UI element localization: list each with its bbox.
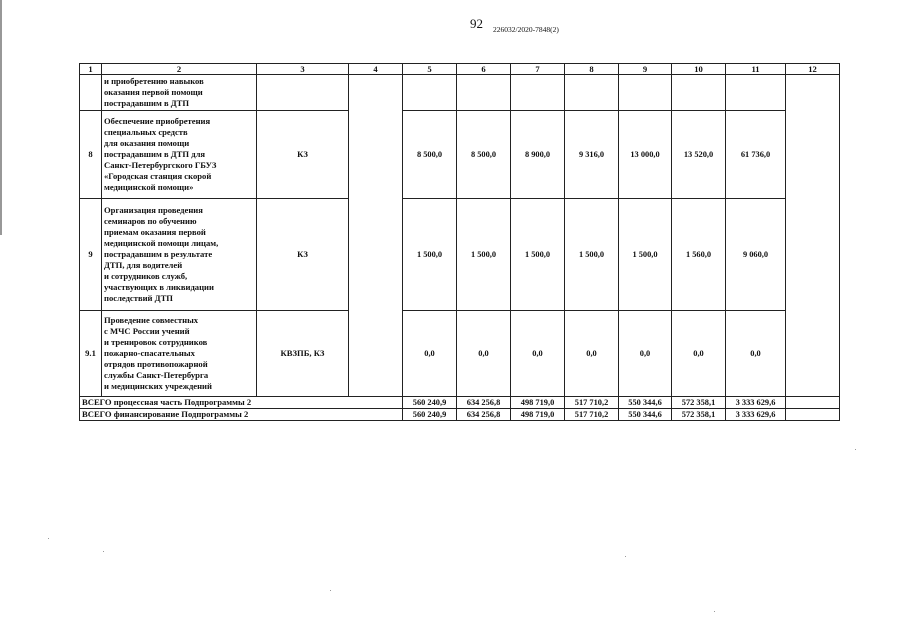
description-line: и медицинских учреждений [104, 381, 212, 391]
value-cell: 1 500,0 [511, 199, 565, 311]
table-row [80, 111, 840, 199]
table-row [80, 199, 840, 311]
activity-description [102, 199, 257, 311]
total-value: 550 344,6 [619, 409, 672, 421]
total-value: 634 256,8 [457, 397, 511, 409]
executor-cell: КВЗПБ, КЗ [257, 311, 349, 397]
value-cell: 8 900,0 [511, 111, 565, 199]
total-value: 560 240,9 [403, 397, 457, 409]
value-cell [726, 75, 786, 111]
description-line: пострадавшим в ДТП для [104, 149, 206, 159]
description-line: Организация проведения [104, 205, 203, 215]
value-cell: 1 500,0 [457, 199, 511, 311]
value-cell [619, 75, 672, 111]
description-line: с МЧС России учений [104, 326, 190, 336]
column-header: 6 [457, 64, 511, 75]
description-line: отрядов противопожарной [104, 359, 208, 369]
total-value: 498 719,0 [511, 397, 565, 409]
total-row-process [80, 397, 840, 409]
value-cell: 1 500,0 [565, 199, 619, 311]
column-header: 1 [80, 64, 102, 75]
row-number: 8 [80, 111, 102, 199]
table-row [80, 311, 840, 397]
column-header: 7 [511, 64, 565, 75]
value-cell [565, 75, 619, 111]
value-cell: 61 736,0 [726, 111, 786, 199]
column-12-cell [786, 409, 840, 421]
column-number-row [80, 64, 840, 75]
description-line: пожарно-спасательных [104, 348, 195, 358]
row-number [80, 75, 102, 111]
column-header: 10 [672, 64, 726, 75]
column-12-cell [786, 75, 840, 397]
description-line: участвующих в ликвидации [104, 282, 214, 292]
scan-speck [625, 556, 626, 557]
description-line: последствий ДТП [104, 293, 173, 303]
column-4-cell [349, 75, 403, 397]
total-value: 3 333 629,6 [726, 397, 786, 409]
value-cell: 9 060,0 [726, 199, 786, 311]
column-header: 4 [349, 64, 403, 75]
value-cell: 8 500,0 [457, 111, 511, 199]
total-value: 634 256,8 [457, 409, 511, 421]
activity-description [102, 75, 257, 111]
value-cell: 1 560,0 [672, 199, 726, 311]
total-row-financing [80, 409, 840, 421]
table-row [80, 75, 840, 111]
description-line: приемам оказания первой [104, 227, 206, 237]
column-header: 11 [726, 64, 786, 75]
description-line: специальных средств [104, 127, 188, 137]
executor-cell [257, 75, 349, 111]
activity-description [102, 311, 257, 397]
total-value: 572 358,1 [672, 409, 726, 421]
executor-cell: КЗ [257, 111, 349, 199]
column-header: 2 [102, 64, 257, 75]
value-cell: 0,0 [672, 311, 726, 397]
total-value: 517 710,2 [565, 397, 619, 409]
scan-edge-mark [0, 0, 2, 235]
activity-description [102, 111, 257, 199]
total-value: 498 719,0 [511, 409, 565, 421]
total-value: 550 344,6 [619, 397, 672, 409]
value-cell: 9 316,0 [565, 111, 619, 199]
total-value: 3 333 629,6 [726, 409, 786, 421]
page-number: 92 [470, 16, 483, 31]
scan-speck [48, 538, 49, 539]
description-line: семинаров по обучению [104, 216, 197, 226]
value-cell: 1 500,0 [403, 199, 457, 311]
executor-cell: КЗ [257, 199, 349, 311]
value-cell: 0,0 [403, 311, 457, 397]
column-header: 8 [565, 64, 619, 75]
description-line: пострадавшим в ДТП [104, 98, 190, 108]
description-line: медицинской помощи» [104, 182, 194, 192]
description-line: и сотрудников служб, [104, 271, 188, 281]
description-line: и тренировок сотрудников [104, 337, 208, 347]
value-cell [403, 75, 457, 111]
row-number: 9 [80, 199, 102, 311]
description-line: Санкт-Петербургского ГБУЗ [104, 160, 217, 170]
total-value: 517 710,2 [565, 409, 619, 421]
value-cell [457, 75, 511, 111]
scan-speck [714, 611, 715, 612]
total-value: 572 358,1 [672, 397, 726, 409]
value-cell: 8 500,0 [403, 111, 457, 199]
value-cell: 0,0 [457, 311, 511, 397]
description-line: службы Санкт-Петербурга [104, 370, 209, 380]
column-12-cell [786, 397, 840, 409]
description-line: и приобретению навыков [104, 76, 204, 86]
column-header: 5 [403, 64, 457, 75]
description-line: ДТП, для водителей [104, 260, 183, 270]
total-label: ВСЕГО финансирование Подпрограммы 2 [80, 409, 403, 421]
column-header: 12 [786, 64, 840, 75]
description-line: оказания первой помощи [104, 87, 203, 97]
value-cell [672, 75, 726, 111]
financing-table [79, 63, 840, 421]
total-label: ВСЕГО процессная часть Подпрограммы 2 [80, 397, 403, 409]
description-line: для оказания помощи [104, 138, 190, 148]
value-cell: 13 000,0 [619, 111, 672, 199]
scan-speck [855, 449, 856, 450]
document-code: 226032/2020-7848(2) [493, 25, 559, 34]
value-cell: 0,0 [619, 311, 672, 397]
description-line: медицинской помощи лицам, [104, 238, 219, 248]
value-cell: 0,0 [565, 311, 619, 397]
scan-speck [103, 551, 104, 552]
description-line: «Городская станция скорой [104, 171, 212, 181]
description-line: Проведение совместных [104, 315, 199, 325]
value-cell: 13 520,0 [672, 111, 726, 199]
value-cell: 1 500,0 [619, 199, 672, 311]
total-value: 560 240,9 [403, 409, 457, 421]
description-line: пострадавшим в результате [104, 249, 213, 259]
scan-speck [330, 590, 331, 591]
table-body [80, 64, 840, 421]
row-number: 9.1 [80, 311, 102, 397]
column-header: 9 [619, 64, 672, 75]
value-cell: 0,0 [726, 311, 786, 397]
description-line: Обеспечение приобретения [104, 116, 211, 126]
value-cell: 0,0 [511, 311, 565, 397]
column-header: 3 [257, 64, 349, 75]
value-cell [511, 75, 565, 111]
